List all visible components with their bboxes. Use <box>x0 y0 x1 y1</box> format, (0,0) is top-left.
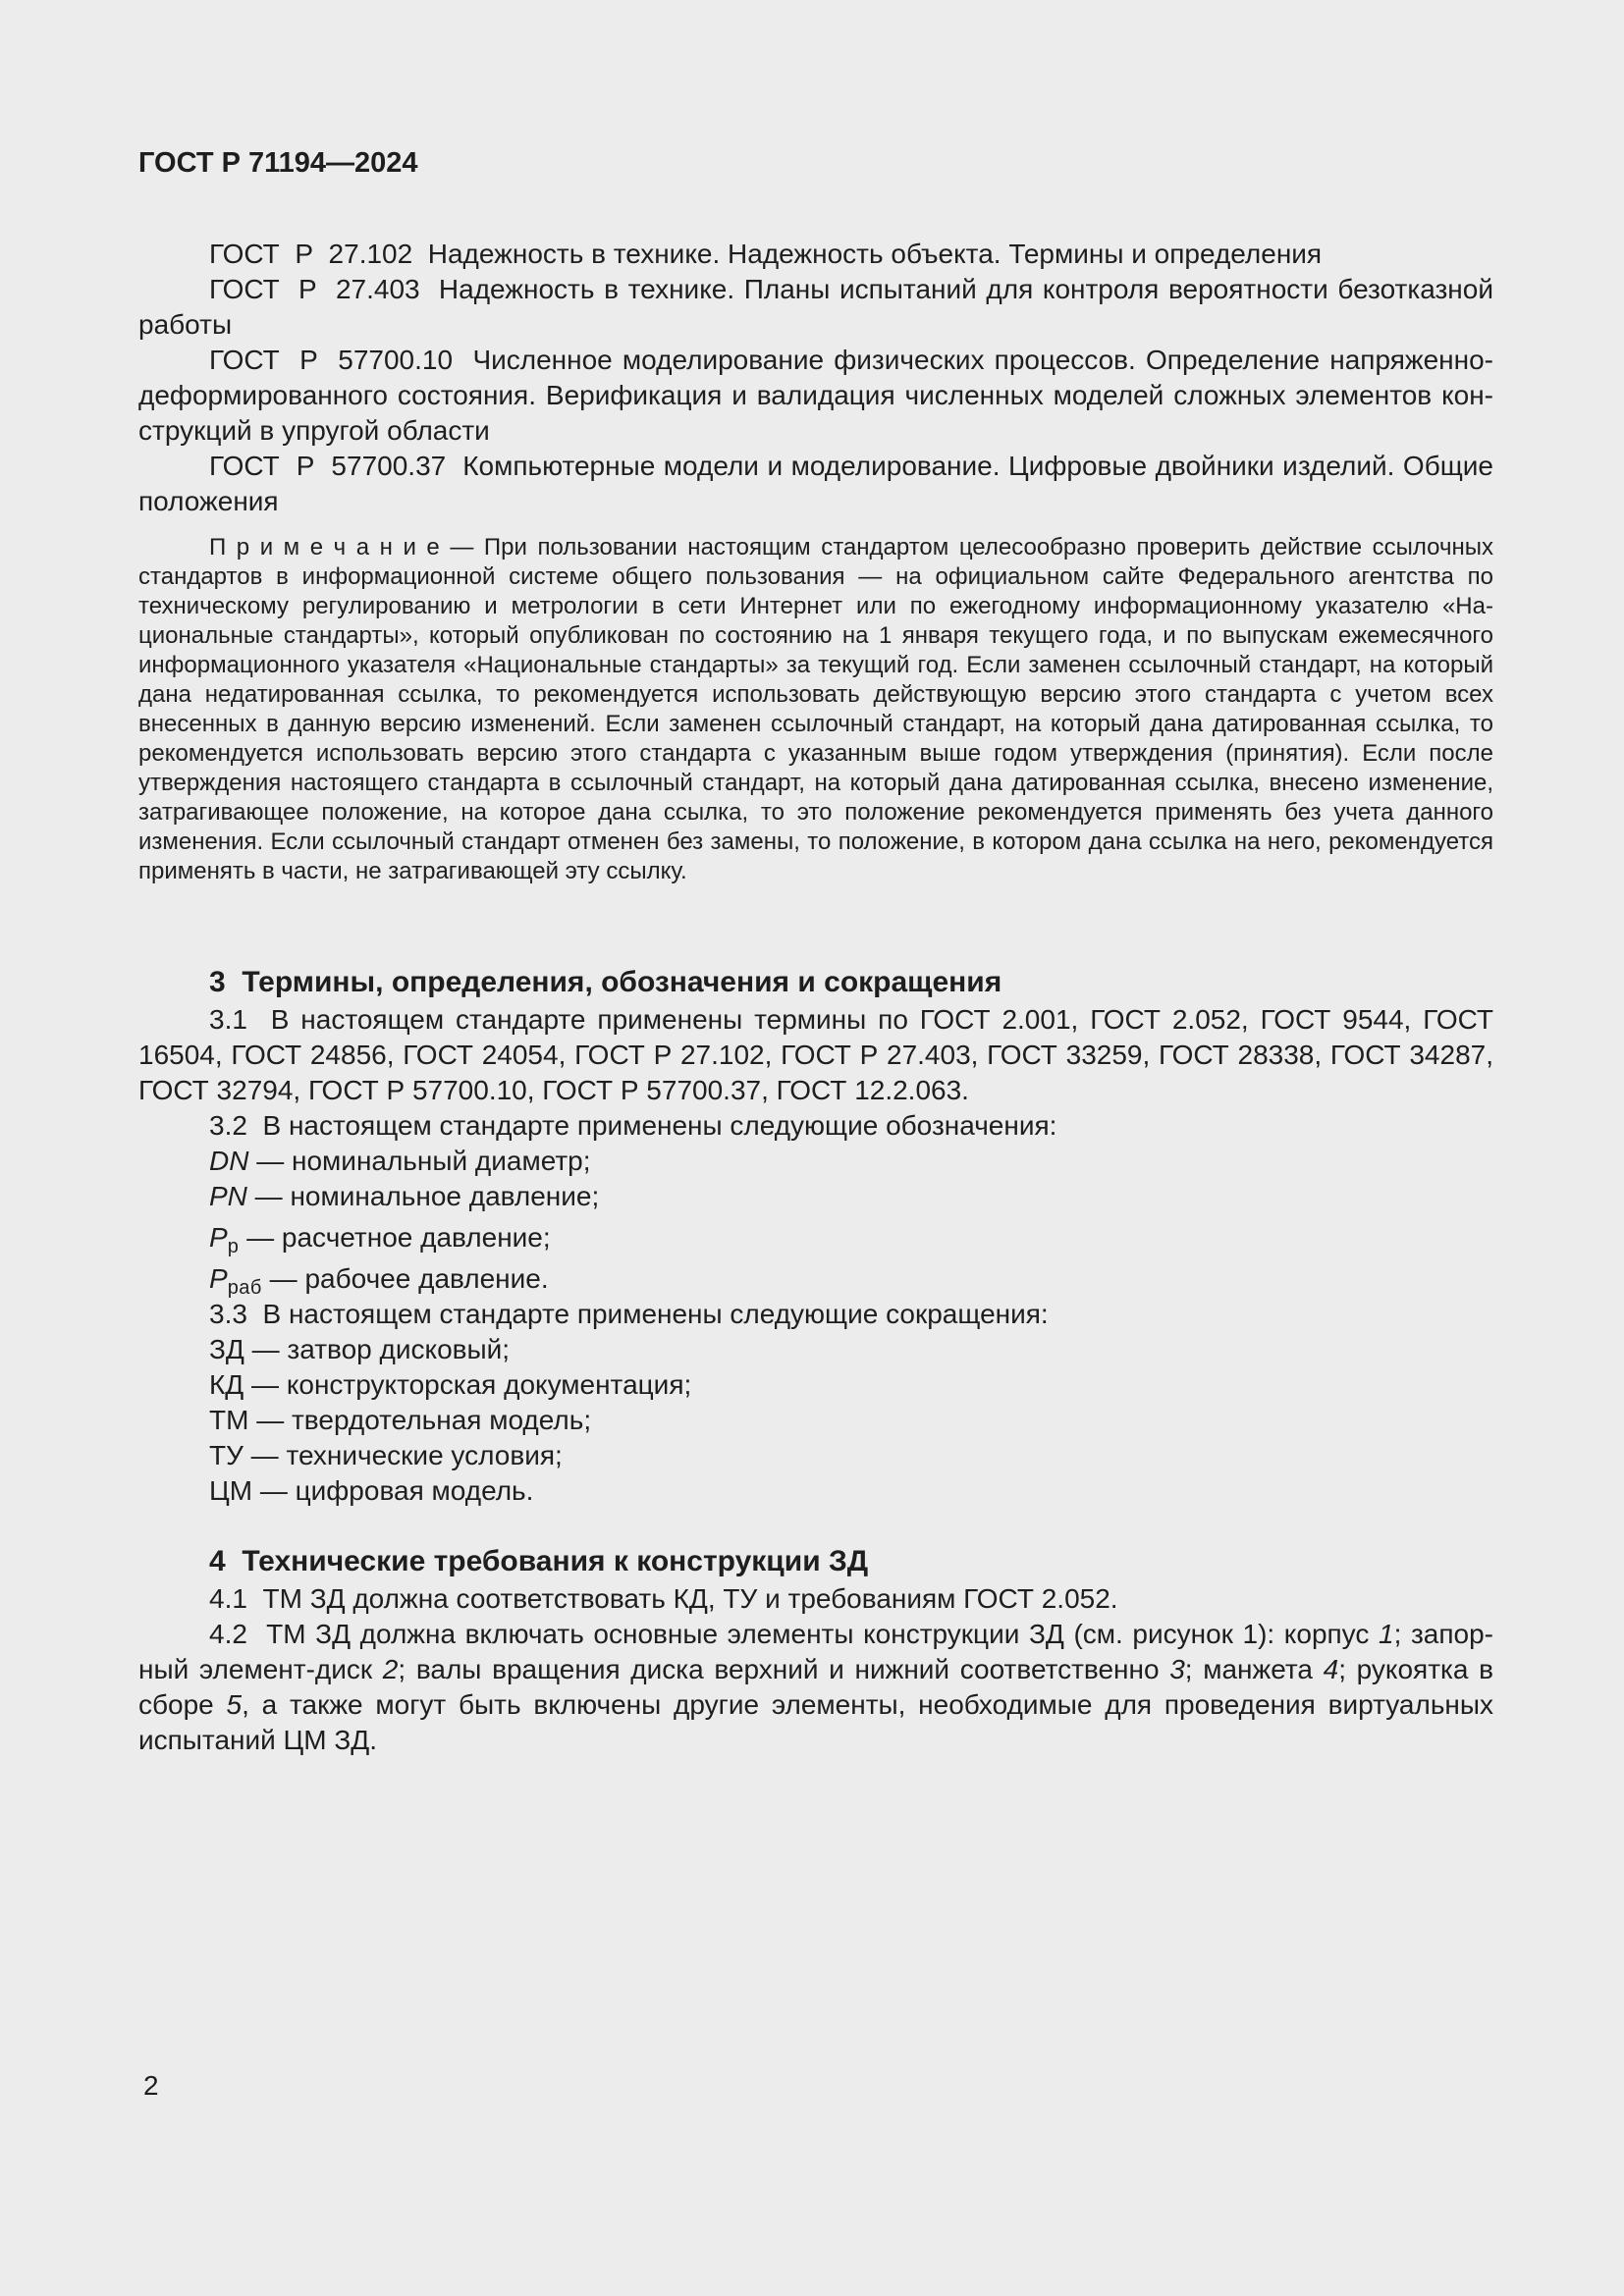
symbol-definition: — номинальный диаметр; <box>248 1146 591 1176</box>
symbol-definition: — номинальное давление; <box>246 1181 600 1211</box>
symbol-definition: — расчетное давление; <box>239 1222 551 1253</box>
document-code-header: ГОСТ Р 71194—2024 <box>138 147 418 179</box>
reference-paragraph: ГОСТ Р 27.102 Надежность в технике. Надежность объекта. Термины и определения <box>209 239 1323 269</box>
symbol-term: P <box>209 1222 228 1253</box>
reference-paragraph: ГОСТ Р 57700.37 Компьютерные модели и моделирование. Цифровые двойники изделий. Общие положения <box>138 451 1501 516</box>
symbols-list <box>138 1144 1493 1297</box>
abbreviation-row: ЦМ — цифровая модель. <box>209 1475 534 1506</box>
section-3-heading: 3 Термины, определения, обозначения и сокращения <box>209 966 1002 998</box>
symbol-subscript: р <box>227 1236 240 1257</box>
note-text: — При пользовании настоящим стандартом целесообразно проверить действие ссылочных стандартов в информационной системе общего пользования — на официальном сайте Федерального агентства по техническому регулированию и метрологии в сети Интернет или по ежегодному информационному указателю «Национальные стандарты», который опубликован по состоянию на 1 января текущего года, и по выпускам ежемесячного информационного указателя «Национальные стандарты» за текущий год. Если заменен ссылочный стандарт, на который дана недатированная ссылка, то рекомендуется использовать действующую версию этого стандарта с учетом всех внесенных в данную версию изменений. Если заменен ссылочный стандарт, на который дана датированная ссылка, то рекомендуется использовать версию этого стандарта с указанным выше годом утверждения (принятия). Если после утверждения настоящего стандарта в ссылочный стандарт, на который дана датированная ссылка, внесено изменение, затрагивающее положение, на которое дана ссылка, то это положение рекомендуется применять без учета данного изменения. Если ссылочный стандарт отменен без замены, то положение, в котором дана ссылка на него, рекомендуется применять в части, не затрагивающей эту ссылку. <box>138 534 1500 884</box>
clause-4-2: 4.2 ТМ ЗД должна включать основные элементы конструкции ЗД (см. рисунок 1): корпус 1; запорный элемент-диск 2; валы вращения диска верхний и нижний соответственно 3; манжета 4; рукоятка в сборе 5, а также могут быть включены другие элементы, необходимые для проведения виртуальных испытаний ЦМ ЗД. <box>138 1619 1501 1755</box>
symbol-row <box>138 1261 1493 1297</box>
note-label: П р и м е ч а н и е <box>209 534 440 561</box>
abbreviation-row: ТМ — твердотельная модель; <box>209 1405 592 1435</box>
symbol-term: P <box>209 1263 228 1294</box>
symbol-term: DN <box>209 1146 249 1176</box>
symbol-row <box>138 1220 1493 1255</box>
page-number: 2 <box>143 2070 159 2101</box>
symbol-term: PN <box>209 1181 247 1211</box>
reference-paragraph: ГОСТ Р 27.403 Надежность в технике. Планы испытаний для контроля вероятности безотказной работы <box>138 274 1501 340</box>
abbreviations-list <box>138 1332 1493 1509</box>
abbreviation-row: ЗД — затвор дисковый; <box>209 1334 511 1364</box>
normative-references <box>138 237 1501 519</box>
symbol-definition: — рабочее давление. <box>261 1263 549 1294</box>
symbol-row <box>138 1179 1493 1214</box>
page-content <box>138 145 1501 1758</box>
symbol-subscript: раб <box>227 1277 262 1299</box>
clause-3-1: 3.1 В настоящем стандарте применены термины по ГОСТ 2.001, ГОСТ 2.052, ГОСТ 9544, ГОСТ 16504, ГОСТ 24856, ГОСТ 24054, ГОСТ Р 27.102, ГОСТ Р 27.403, ГОСТ 33259, ГОСТ 28338, ГОСТ 34287, ГОСТ 32794, ГОСТ Р 57700.10, ГОСТ Р 57700.37, ГОСТ 12.2.063. <box>138 1004 1501 1105</box>
clause-3-3: 3.3 В настоящем стандарте применены следующие сокращения: <box>209 1299 1049 1329</box>
abbreviation-row: КД — конструкторская документация; <box>209 1369 692 1400</box>
clause-3-2: 3.2 В настоящем стандарте применены следующие обозначения: <box>209 1110 1057 1141</box>
abbreviation-row: ТУ — технические условия; <box>209 1440 563 1470</box>
symbol-row <box>138 1144 1493 1179</box>
reference-paragraph: ГОСТ Р 57700.10 Численное моделирование физических процессов. Определение напряженно-деформированного состояния. Верификация и валидация численных моделей сложных элементов конструкций в упругой области <box>138 345 1493 446</box>
clause-4-1: 4.1 ТМ ЗД должна соответствовать КД, ТУ и требованиям ГОСТ 2.052. <box>209 1583 1118 1614</box>
section-4-heading: 4 Технические требования к конструкции ЗД <box>209 1545 869 1577</box>
note-paragraph <box>138 533 1500 886</box>
